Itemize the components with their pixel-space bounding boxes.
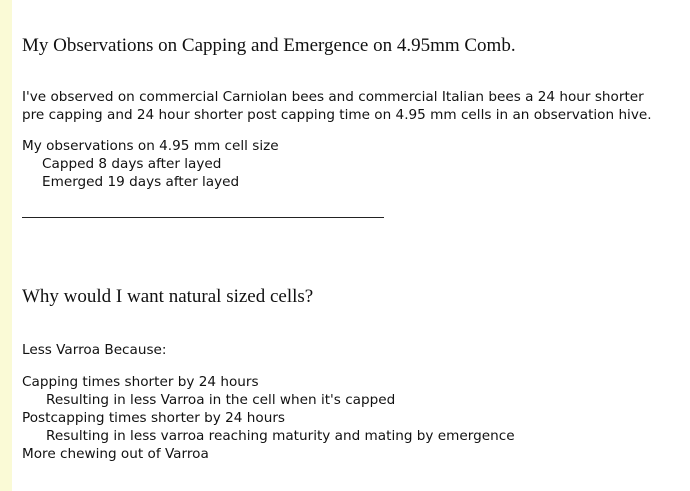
intro-paragraph — [22, 88, 652, 124]
left-margin-bar — [0, 0, 12, 491]
list-item: Resulting in less Varroa in the cell when it's capped — [46, 392, 396, 408]
observation-capped: Capped 8 days after layed — [42, 156, 222, 172]
observations-title: My observations on 4.95 mm cell size — [22, 138, 279, 154]
observations-block — [22, 137, 279, 191]
section1-heading: My Observations on Capping and Emergence on 4.95mm Comb. — [22, 35, 516, 56]
section2-heading: Why would I want natural sized cells? — [22, 286, 314, 307]
intro-line-2: pre capping and 24 hour shorter post capping time on 4.95 mm cells in an observation hive. — [22, 107, 652, 123]
list-item: Capping times shorter by 24 hours — [22, 374, 259, 390]
intro-line-1: I've observed on commercial Carniolan bees and commercial Italian bees a 24 hour shorter — [22, 89, 644, 105]
horizontal-divider — [22, 217, 384, 218]
list-item: Resulting in less varroa reaching maturity and mating by emergence — [46, 428, 515, 444]
observation-emerged: Emerged 19 days after layed — [42, 174, 240, 190]
reasons-list — [22, 373, 515, 463]
less-varroa-subtitle: Less Varroa Because: — [22, 342, 167, 358]
list-item: More chewing out of Varroa — [22, 446, 209, 462]
list-item: Postcapping times shorter by 24 hours — [22, 410, 286, 426]
